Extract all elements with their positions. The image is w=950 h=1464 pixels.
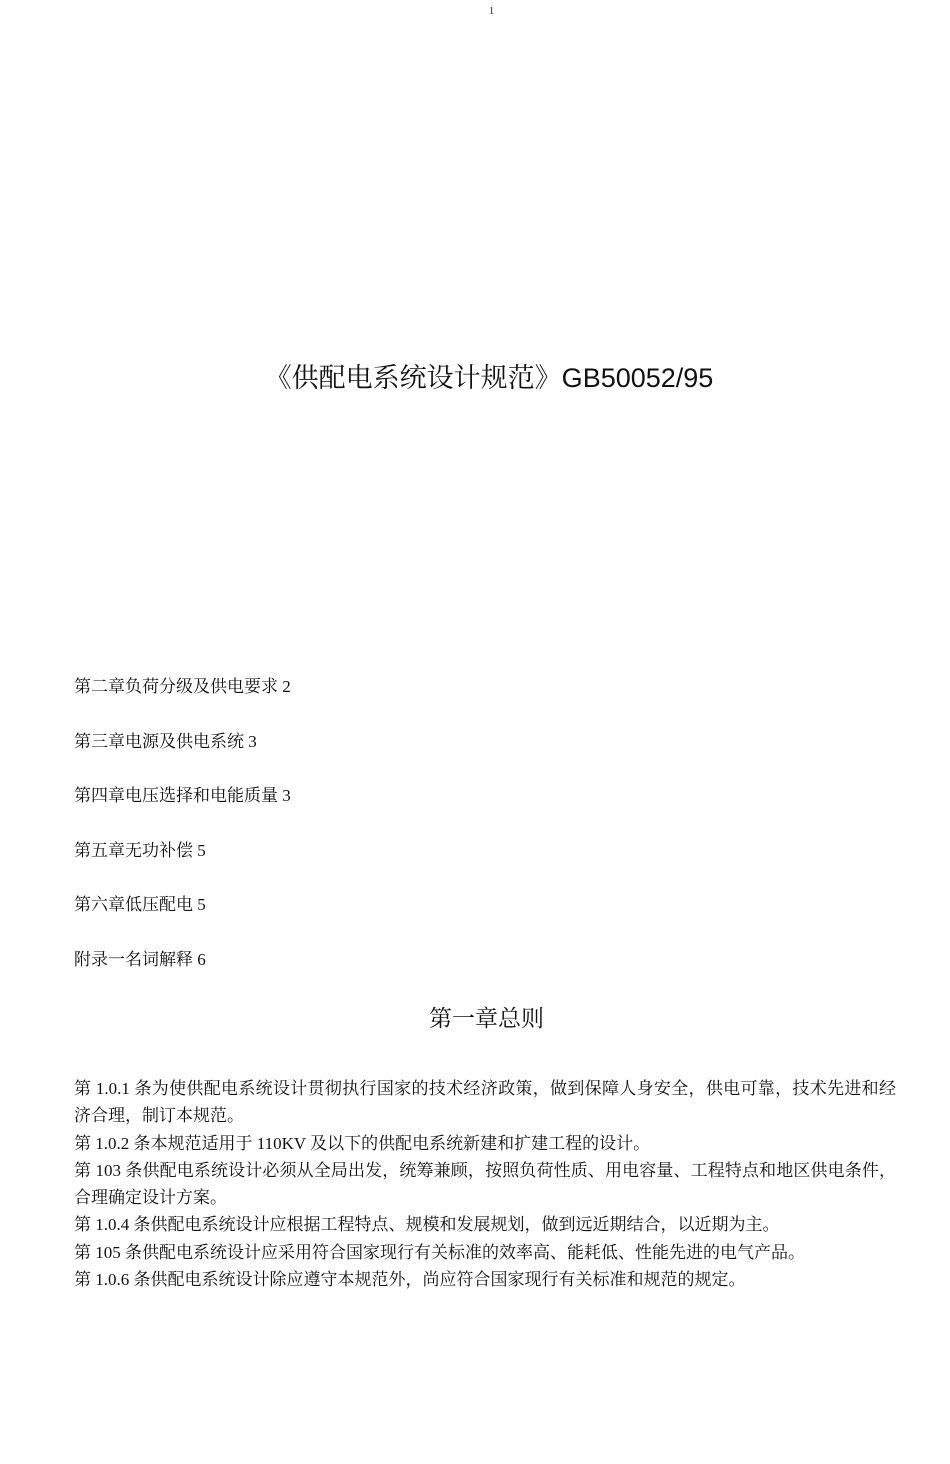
table-of-contents xyxy=(74,673,674,1000)
toc-item-chapter-3: 第三章电源及供电系统 3 xyxy=(74,731,257,751)
page-number: 1 xyxy=(488,5,495,17)
article-1-0-6: 第 1.0.6 条供配电系统设计除应遵守本规范外，尚应符合国家现行有关标准和规范的规定。 xyxy=(74,1270,746,1290)
article-1-0-5: 第 105 条供配电系统设计应采用符合国家现行有关标准的效率高、能耗低、性能先进的电气产品。 xyxy=(74,1242,805,1262)
article-1-0-4: 第 1.0.4 条供配电系统设计应根据工程特点、规模和发展规划，做到远近期结合，以近期为主。 xyxy=(74,1215,780,1235)
chapter-heading: 第一章总则 xyxy=(429,1005,544,1031)
document-title: 《供配电系统设计规范》GB50052/95 xyxy=(264,363,714,393)
toc-item-chapter-2: 第二章负荷分级及供电要求 2 xyxy=(74,677,291,696)
article-1-0-3: 第 103 条供配电系统设计必须从全局出发，统筹兼顾，按照负荷性质、用电容量、工程特点和地区供电条件，合理确定设计方案。 xyxy=(74,1160,896,1208)
chapter-articles xyxy=(74,1075,896,1293)
toc-item-appendix-1: 附录一名词解释 6 xyxy=(74,949,206,969)
toc-item-chapter-4: 第四章电压选择和电能质量 3 xyxy=(74,786,291,805)
article-1-0-2: 第 1.0.2 条本规范适用于 110KV 及以下的供配电系统新建和扩建工程的设计。 xyxy=(74,1133,651,1153)
toc-item-chapter-6: 第六章低压配电 5 xyxy=(74,895,206,914)
article-1-0-1: 第 1.0.1 条为使供配电系统设计贯彻执行国家的技术经济政策，做到保障人身安全，供电可靠，技术先进和经济合理，制订本规范。 xyxy=(74,1079,896,1126)
toc-item-chapter-5: 第五章无功补偿 5 xyxy=(74,840,206,860)
